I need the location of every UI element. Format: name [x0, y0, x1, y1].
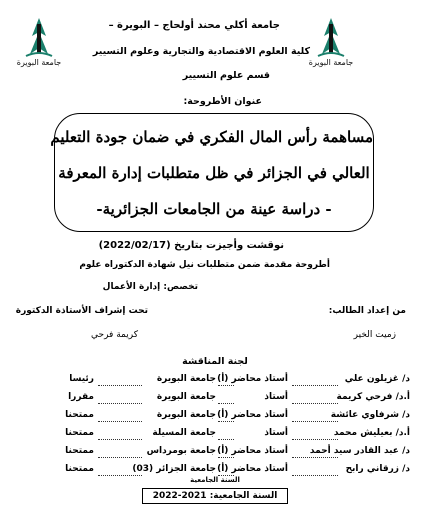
committee-row	[24, 410, 410, 426]
academic-year-caption: السنة الجامعية	[190, 476, 240, 484]
member-role: رئيسا	[69, 374, 94, 384]
dotted-leader	[218, 457, 234, 458]
dotted-leader	[218, 385, 234, 386]
dotted-leader	[98, 385, 142, 386]
specialty: تخصص: إدارة الأعمال	[102, 282, 198, 292]
committee-row	[24, 374, 410, 390]
member-university: جامعة بومرداس	[146, 446, 216, 456]
thesis-title-line-1: مساهمة رأس المال الفكري في ضمان جودة التعليم	[50, 128, 373, 146]
dotted-leader	[98, 421, 142, 422]
university-logo-left	[300, 14, 362, 76]
dotted-leader	[98, 475, 142, 476]
academic-year: السنة الجامعية: 2021-2022	[142, 488, 288, 504]
member-role: ممتحنا	[65, 446, 94, 456]
member-role: مقررا	[68, 392, 94, 402]
member-university: جامعة البويرة	[156, 410, 216, 420]
dotted-leader	[98, 439, 142, 440]
student-label: من إعداد الطالب:	[328, 306, 406, 316]
committee-title: لجنة المناقشة	[182, 356, 248, 367]
dotted-leader	[292, 403, 338, 404]
dotted-leader	[292, 385, 338, 386]
member-university: جامعة المسيلة	[152, 428, 216, 438]
member-name: أ.د/ بعيليش محمد	[333, 428, 410, 438]
logo-caption: جامعة البويرة	[16, 58, 62, 67]
dotted-leader	[98, 457, 142, 458]
member-name: د/ شرفاوي عائشة	[330, 410, 410, 420]
committee-row	[24, 428, 410, 444]
committee-row	[24, 446, 410, 462]
student-name: زميت الخير	[353, 330, 396, 340]
thesis-title-line-2: العالي في الجزائر في ظل متطلبات إدارة المعرفة	[58, 164, 370, 182]
member-rank: أستاذ محاضر (أ)	[217, 374, 288, 384]
member-name: أ.د/ فرحي كريمة	[336, 392, 410, 402]
dotted-leader	[292, 457, 338, 458]
department-name: قسم علوم التسيير	[182, 70, 270, 81]
thesis-title-box	[50, 113, 374, 232]
member-name: د/ عبد القادر سيد أحمد	[309, 446, 410, 456]
university-emblem-icon	[8, 14, 70, 60]
dotted-leader	[292, 439, 338, 440]
member-rank: أستاذ محاضر (أ)	[217, 464, 288, 474]
defense-date: نوقشت وأجيزت بتاريخ (2022/02/17)	[98, 240, 284, 251]
university-name: جامعة أكلي محند أولحاج – البويرة –	[108, 20, 280, 31]
university-logo-right	[8, 14, 70, 76]
member-role: ممتحنا	[65, 464, 94, 474]
committee-row	[24, 392, 410, 408]
member-rank: أستاذ محاضر (أ)	[217, 446, 288, 456]
member-rank: أستاذ	[264, 428, 288, 438]
member-name: د/ زرقاني رابح	[345, 464, 410, 474]
supervisor-name: كريمة فرحي	[91, 330, 138, 340]
member-role: ممتحنا	[65, 428, 94, 438]
supervisor-label: تحت إشراف الأستاذة الدكتورة	[15, 306, 148, 316]
member-university: جامعة البويرة	[156, 374, 216, 384]
member-rank: أستاذ	[264, 392, 288, 402]
degree-statement: أطروحة مقدمة ضمن متطلبات نيل شهادة الدكتوراه علوم	[79, 260, 330, 270]
dotted-leader	[98, 403, 142, 404]
member-rank: أستاذ محاضر (أ)	[217, 410, 288, 420]
dotted-leader	[292, 475, 338, 476]
dotted-leader	[292, 421, 338, 422]
dotted-leader	[218, 421, 234, 422]
member-role: ممتحنا	[65, 410, 94, 420]
faculty-name: كلية العلوم الاقتصادية والتجارية وعلوم التسيير	[92, 46, 310, 57]
member-university: جامعة البويرة	[156, 392, 216, 402]
dotted-leader	[218, 403, 234, 404]
member-university: جامعة الجزائر (03)	[132, 464, 216, 474]
thesis-title-label: عنوان الأطروحة:	[183, 96, 262, 107]
member-name: د/ غزيلون علي	[344, 374, 410, 384]
logo-caption: جامعة البويرة	[308, 58, 354, 67]
thesis-title-line-3: - دراسة عينة من الجامعات الجزائرية-	[96, 200, 332, 218]
dotted-leader	[218, 439, 234, 440]
